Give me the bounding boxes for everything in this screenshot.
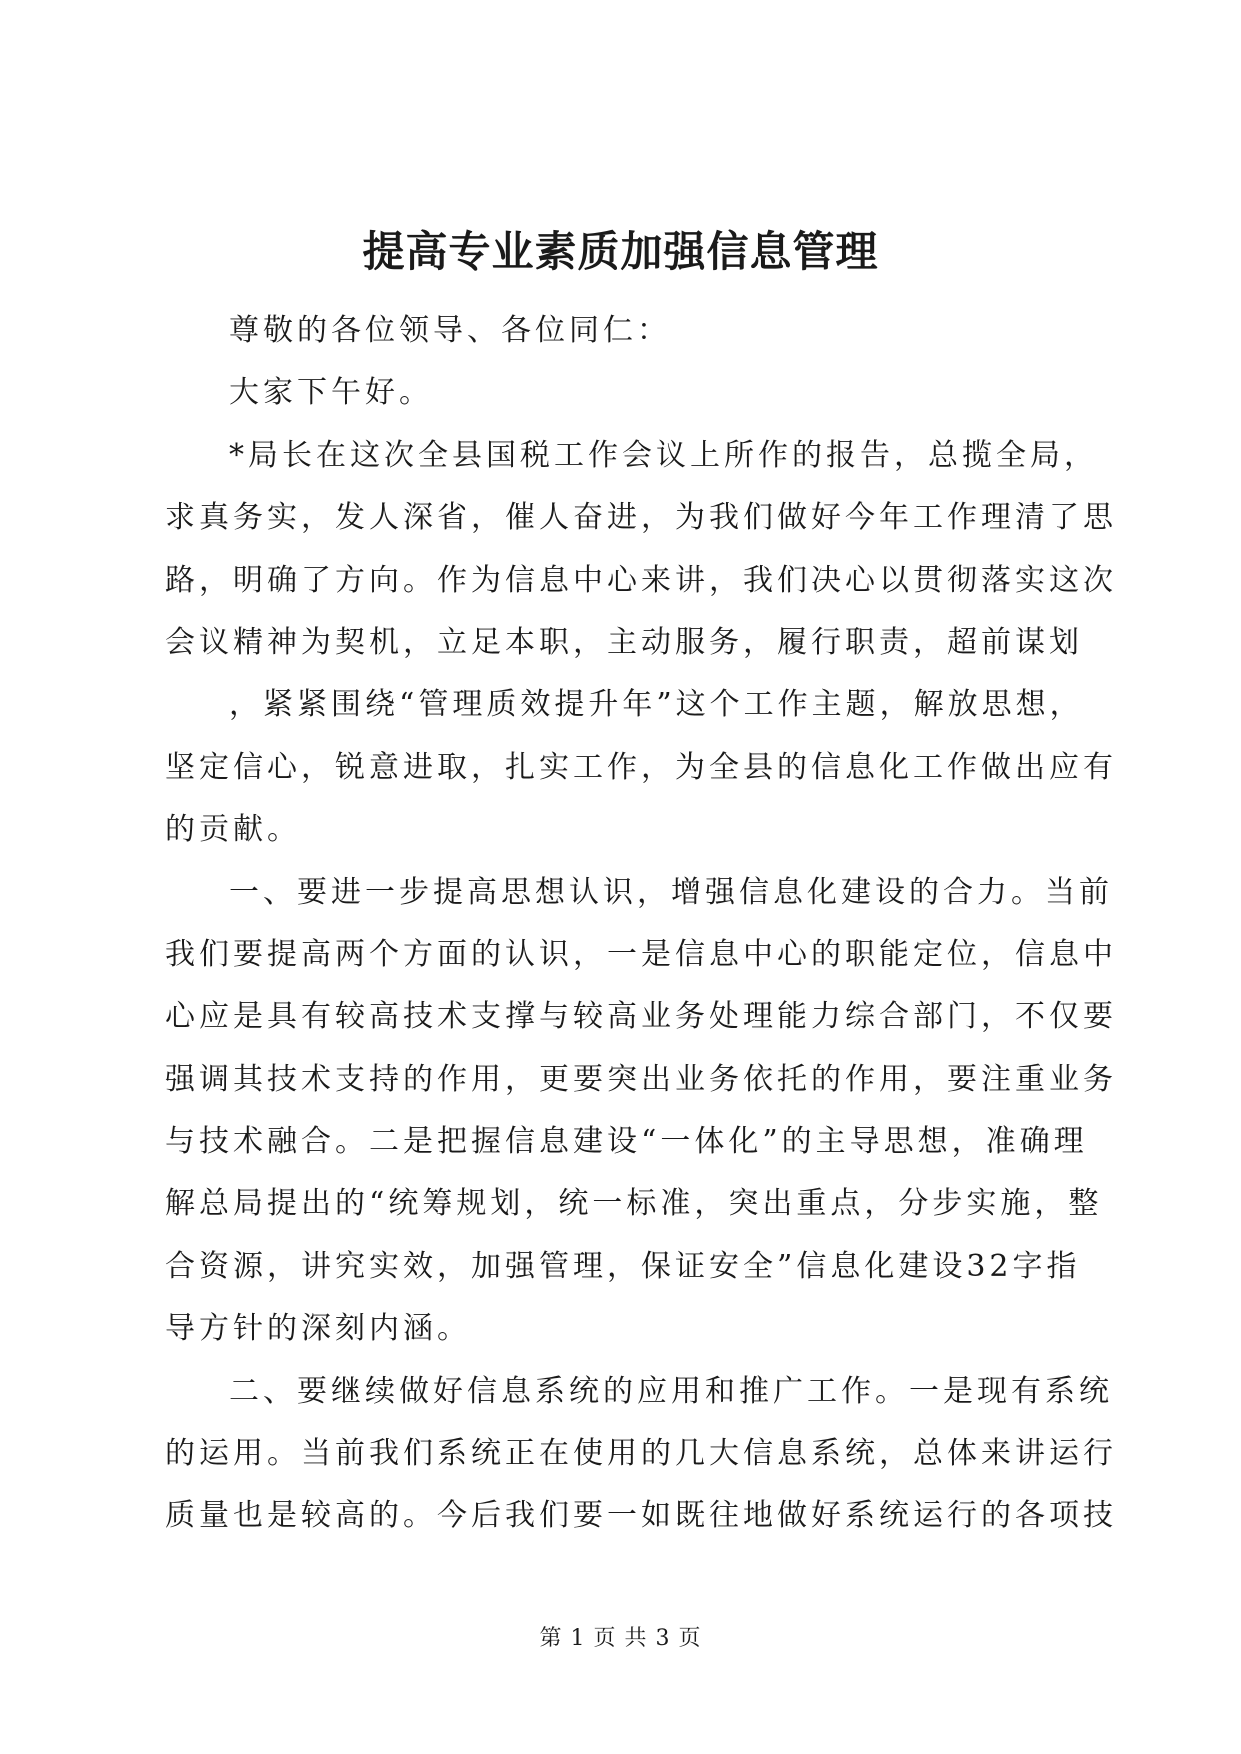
body-line: 合资源，讲究实效，加强管理，保证安全”信息化建设32字指 xyxy=(165,1248,1081,1284)
body-line: 的贡献。 xyxy=(165,812,301,848)
body-line: 强调其技术支持的作用，更要突出业务依托的作用，要注重业务 xyxy=(165,1061,1117,1097)
body-line: ，紧紧围绕“管理质效提升年”这个工作主题，解放思想， xyxy=(229,687,1084,723)
body-line: 与技术融合。二是把握信息建设“一体化”的主导思想，准确理 xyxy=(165,1124,1088,1160)
body-line: 我们要提高两个方面的认识，一是信息中心的职能定位，信息中 xyxy=(165,936,1117,972)
body-line: 会议精神为契机，立足本职，主动服务，履行职责，超前谋划 xyxy=(165,624,1083,660)
body-line: 心应是具有较高技术支撑与较高业务处理能力综合部门，不仅要 xyxy=(165,999,1117,1035)
page-number-footer: 第 1 页 共 3 页 xyxy=(539,1626,702,1651)
document-title: 提高专业素质加强信息管理 xyxy=(362,227,879,276)
body-line: 质量也是较高的。今后我们要一如既往地做好系统运行的各项技 xyxy=(165,1498,1117,1534)
body-line: 路，明确了方向。作为信息中心来讲，我们决心以贯彻落实这次 xyxy=(165,562,1117,598)
body-line: 坚定信心，锐意进取，扎实工作，为全县的信息化工作做出应有 xyxy=(165,749,1117,785)
body-line-salutation: 尊敬的各位领导、各位同仁： xyxy=(229,313,671,348)
body-line-section-one: 一、要进一步提高思想认识，增强信息化建设的合力。当前 xyxy=(229,874,1113,910)
document-body xyxy=(165,300,1117,1548)
body-line-greeting: 大家下午好。 xyxy=(229,375,433,411)
body-line: 的运用。当前我们系统正在使用的几大信息系统，总体来讲运行 xyxy=(165,1436,1117,1472)
body-line: 求真务实，发人深省，催人奋进，为我们做好今年工作理清了思 xyxy=(165,500,1117,536)
body-line: 解总局提出的“统筹规划，统一标准，突出重点，分步实施，整 xyxy=(165,1186,1103,1222)
body-line-section-two: 二、要继续做好信息系统的应用和推广工作。一是现有系统 xyxy=(229,1373,1113,1409)
body-line: 导方针的深刻内涵。 xyxy=(165,1311,471,1347)
body-line: *局长在这次全县国税工作会议上所作的报告，总揽全局， xyxy=(229,437,1098,473)
